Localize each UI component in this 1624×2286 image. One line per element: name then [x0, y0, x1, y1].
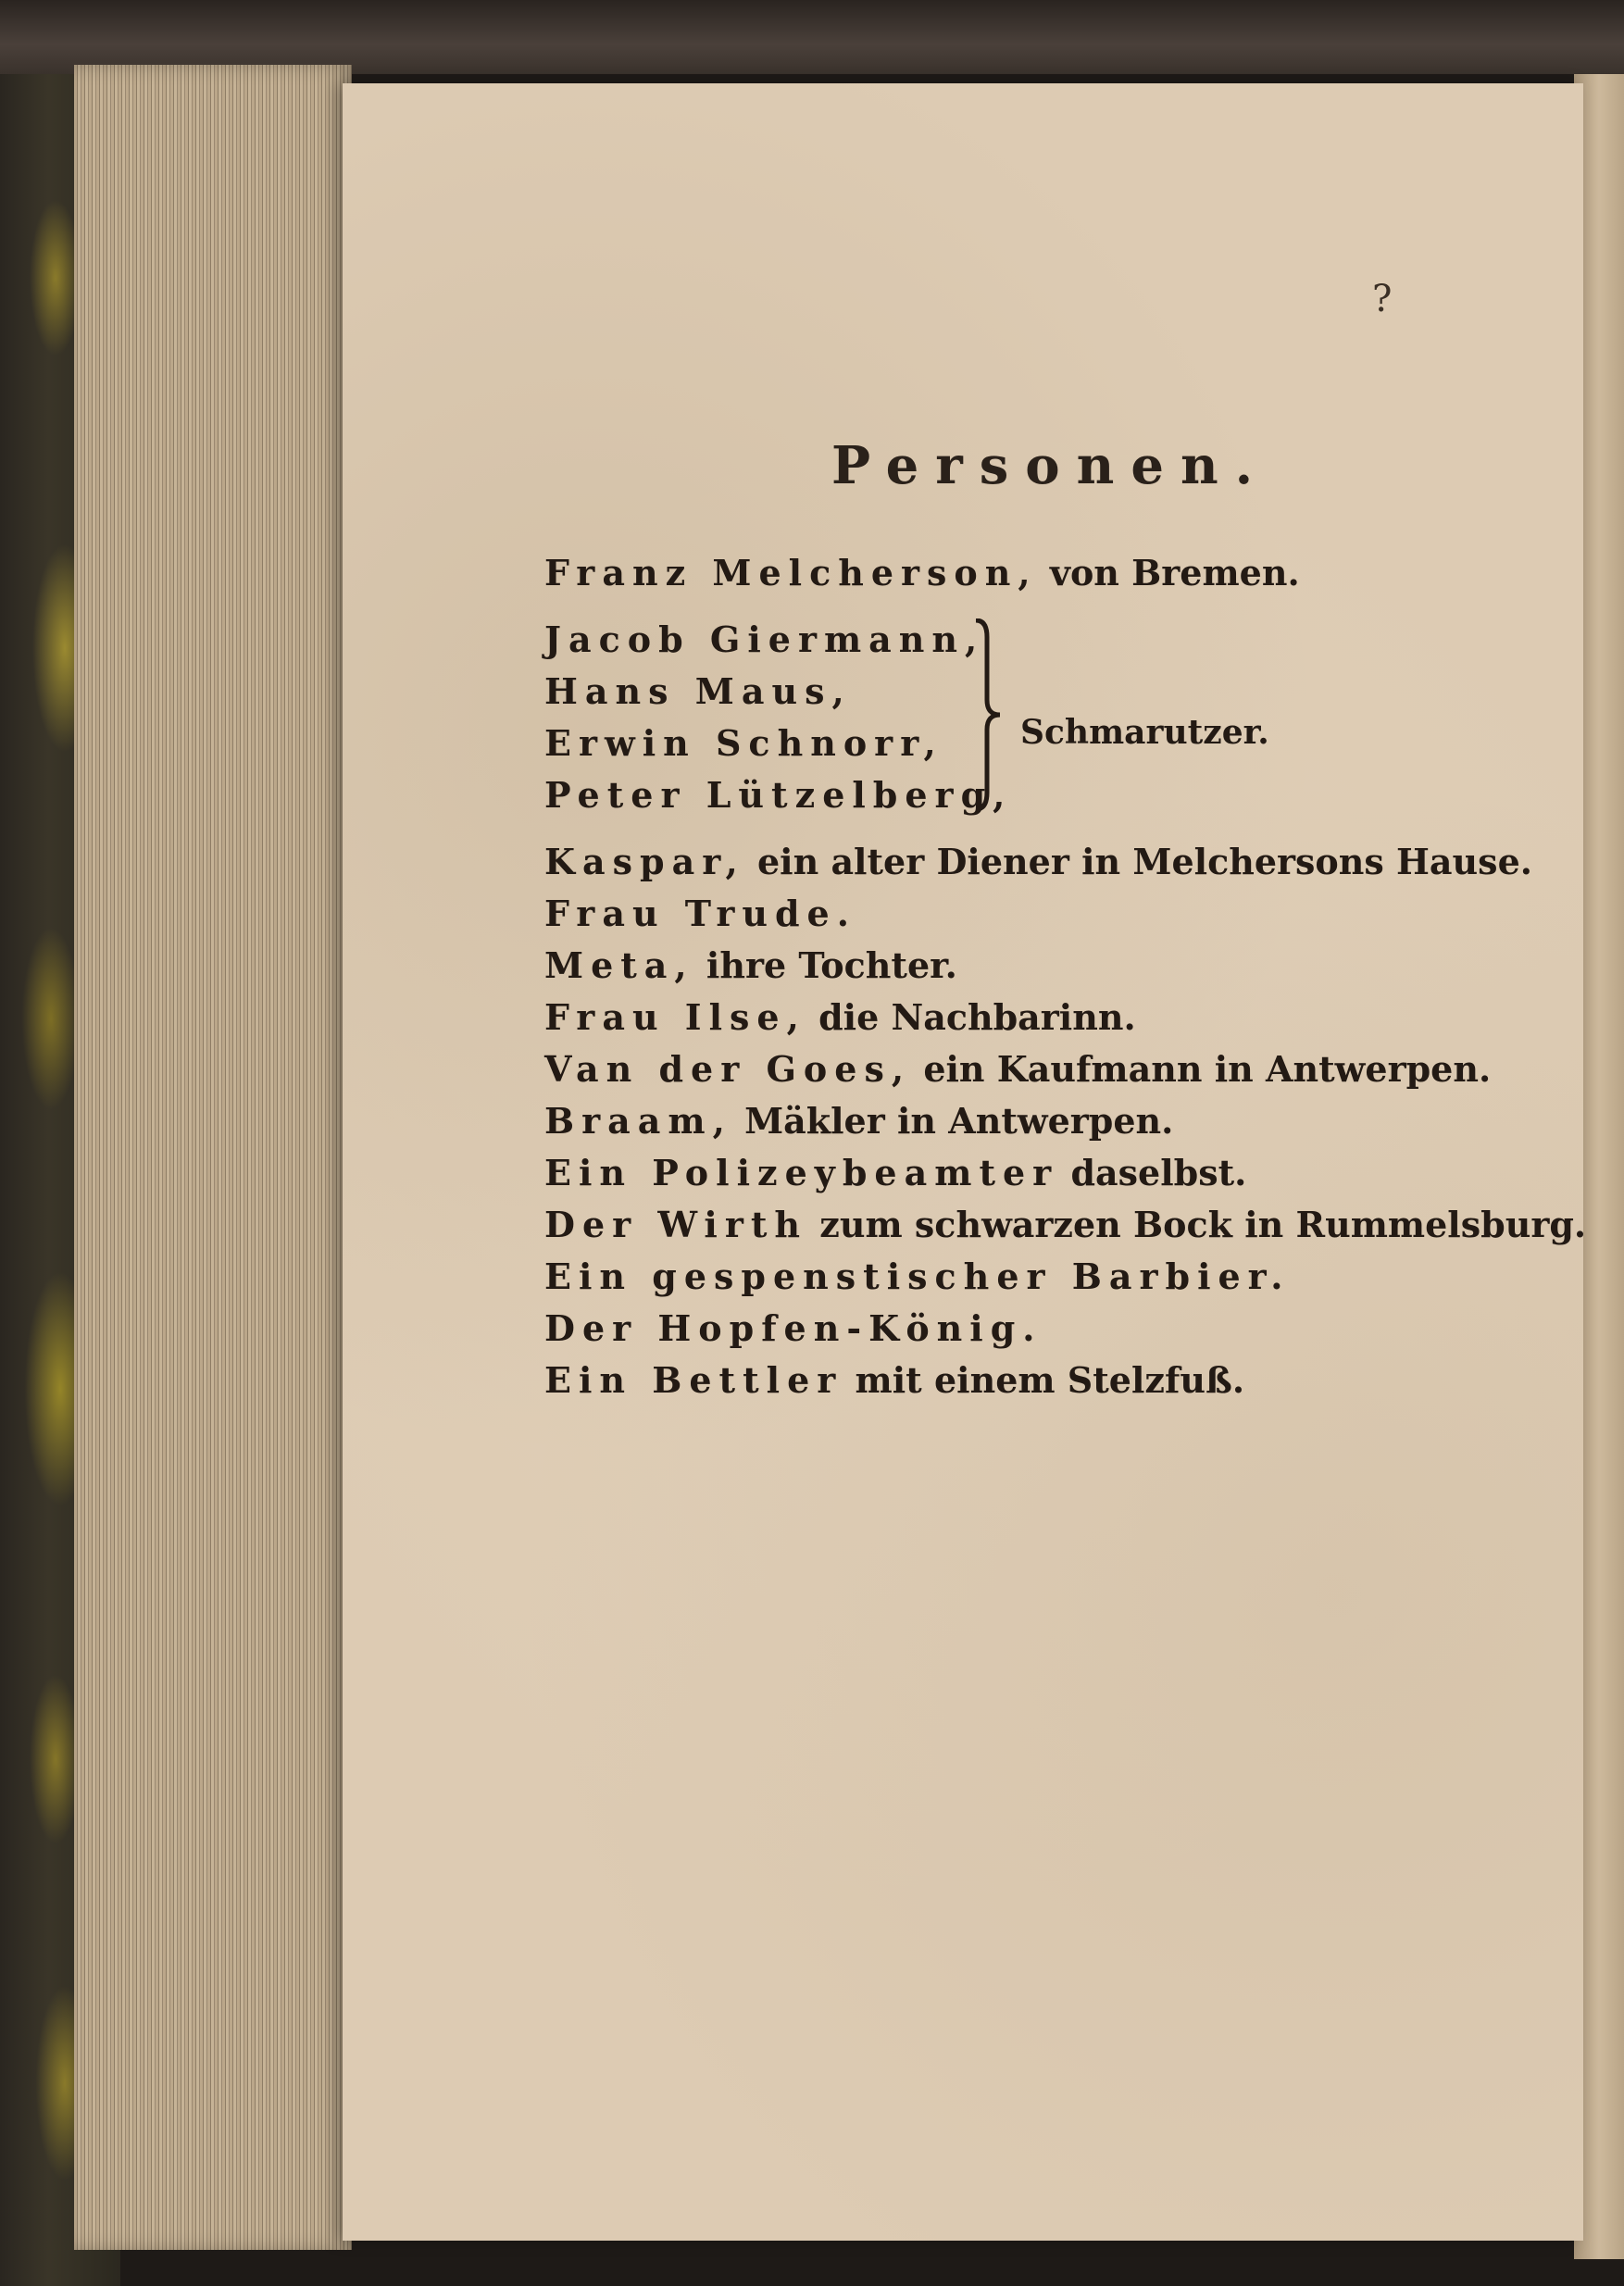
- cast-description: zum schwarzen Bock in Rummelsburg.: [819, 1204, 1587, 1245]
- cast-entry: [544, 944, 957, 986]
- cast-entry: [544, 1204, 1587, 1245]
- cast-name: Ein gespenstischer Barbier.: [544, 1255, 1291, 1297]
- cast-name: Hans Maus,: [544, 670, 852, 712]
- group-label: Schmarutzer.: [1020, 713, 1269, 752]
- cast-entry: [544, 893, 856, 934]
- cast-name: Erwin Schnorr,: [544, 722, 943, 764]
- cast-name: Franz Melcherson,: [544, 552, 1038, 593]
- cast-entry: [544, 996, 1136, 1038]
- cast-entry: [544, 1255, 1291, 1297]
- cast-entry: [544, 841, 1532, 882]
- group-member: [544, 722, 943, 764]
- cast-name: Ein Polizeybeamter: [544, 1152, 1059, 1193]
- page-mark: ?: [1372, 278, 1393, 320]
- cast-name: Peter Lützelberg,: [544, 774, 1013, 816]
- cast-name: Kaspar,: [544, 841, 745, 882]
- cast-description: von Bremen.: [1049, 552, 1300, 593]
- cast-name: Der Hopfen-König.: [544, 1307, 1043, 1349]
- cast-name: Der Wirth: [544, 1204, 808, 1245]
- cast-description: Mäkler in Antwerpen.: [744, 1100, 1174, 1142]
- page-heading: Personen.: [831, 435, 1270, 496]
- group-member: [544, 670, 852, 712]
- cast-entry: [544, 1307, 1043, 1349]
- cast-description: ihre Tochter.: [706, 944, 957, 986]
- curly-brace-icon: [972, 618, 1004, 811]
- cast-name: Frau Ilse,: [544, 996, 806, 1038]
- group-member: [544, 774, 1013, 816]
- cast-entry: [544, 1152, 1247, 1193]
- cast-entry: [544, 1359, 1245, 1401]
- cast-description: mit einem Stelzfuß.: [855, 1359, 1245, 1401]
- cast-name: Braam,: [544, 1100, 732, 1142]
- cast-name: Meta,: [544, 944, 694, 986]
- cast-name: Ein Bettler: [544, 1359, 843, 1401]
- cast-description: ein alter Diener in Melchersons Hause.: [756, 841, 1532, 882]
- page-stack-edges: [74, 65, 352, 2250]
- cast-description: daselbst.: [1070, 1152, 1247, 1193]
- cast-name: Van der Goes,: [544, 1048, 912, 1090]
- cover-top-edge: [0, 0, 1624, 74]
- cast-entry: [544, 1048, 1492, 1090]
- cast-name: Jacob Giermann,: [544, 618, 985, 660]
- cast-description: ein Kaufmann in Antwerpen.: [923, 1048, 1492, 1090]
- cast-description: die Nachbarinn.: [818, 996, 1136, 1038]
- group-member: [544, 618, 985, 660]
- cast-entry: [544, 552, 1300, 593]
- cast-entry: [544, 1100, 1174, 1142]
- cast-name: Frau Trude.: [544, 893, 856, 934]
